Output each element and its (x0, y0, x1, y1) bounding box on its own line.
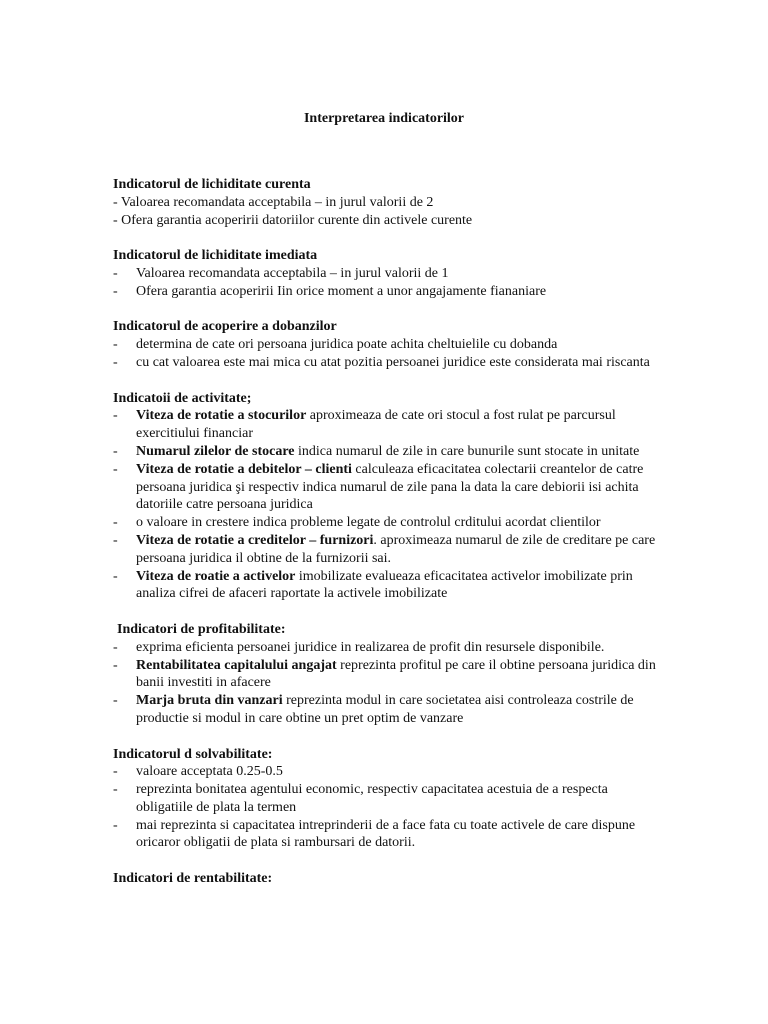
bullet-list (113, 265, 658, 301)
section-solvabilitate (113, 746, 658, 853)
item-bold-term: Viteza de rotatie a creditelor – furnizori (136, 532, 374, 548)
list-item: - Ofera garantia acoperirii Iin orice moment a unor angajamente fiananiare (113, 283, 547, 299)
item-text: mai reprezinta si capacitatea intreprinderii de a face fata cu toate activele de care dispune oricaror obligatii de plata si rambursari de datorii. (136, 817, 636, 851)
section-rentabilitate (113, 870, 658, 888)
item-text: calculeaza eficacitatea colectarii creantelor de catre persoana juridica şi respectiv indica numarul de zile pana la data la care debiorii isi achita datoriile catre persoana juridica (136, 461, 644, 513)
bullet-list (113, 407, 658, 603)
section-heading: Indicatoii de activitate; (113, 390, 252, 406)
item-text: o valoare in crestere indica probleme legate de controlul crditului acordat clientilor (136, 515, 601, 531)
list-item: - Numarul zilelor de stocare indica numarul de zile in care bunurile sunt stocate in unitate (113, 443, 640, 459)
item-bold-term: Numarul zilelor de stocare (136, 443, 295, 459)
document-body (113, 176, 658, 906)
bullet-list (113, 336, 658, 372)
item-text: Valoarea recomandata acceptabila – in jurul valorii de 1 (136, 265, 449, 281)
list-item: - determina de cate ori persoana juridica poate achita cheltuielile cu dobanda (113, 337, 558, 353)
list-item: - cu cat valoarea este mai mica cu atat pozitia persoanei juridice este considerata mai riscanta (113, 354, 650, 370)
item-text: reprezinta modul in care societatea aisi controleaza costrile de productie si modul in care obtine un pret optim de vanzare (136, 693, 634, 726)
section-heading: Indicatorul de lichiditate curenta (113, 177, 311, 192)
item-text: indica numarul de zile in care bunurile sunt stocate in unitate (294, 443, 640, 459)
text-line: - Valoarea recomandata acceptabila – in jurul valorii de 2 (113, 194, 434, 210)
section-activitate (113, 390, 658, 604)
item-text: reprezinta profitul pe care il obtine persoana juridica din banii investiti in afacere (136, 657, 656, 691)
list-item: - reprezinta bonitatea agentului economic, respectiv capacitatea acestuia de a respecta obligatiile de plata la termen (113, 782, 608, 815)
item-text: reprezinta bonitatea agentului economic, respectiv capacitatea acestuia de a respecta obligatiile de plata la termen (136, 782, 608, 815)
bullet-list (113, 639, 658, 728)
item-text: exprima eficienta persoanei juridice in realizarea de profit din resursele disponibile. (136, 639, 605, 655)
item-text: determina de cate ori persoana juridica poate achita cheltuielile cu dobanda (136, 337, 558, 353)
list-item: - Valoarea recomandata acceptabila – in jurul valorii de 1 (113, 265, 449, 281)
section-heading: Indicatori de profitabilitate: (117, 621, 286, 637)
list-item: - Rentabilitatea capitalului angajat reprezinta profitul pe care il obtine persoana juridica din banii investiti in afacere (113, 657, 656, 691)
list-item: - Marja bruta din vanzari reprezinta modul in care societatea aisi controleaza costrile de productie si modul in care obtine un pret optim de vanzare (113, 693, 634, 726)
document-title: Interpretarea indicatorilor (303, 111, 465, 126)
list-item: - valoare acceptata 0.25-0.5 (113, 764, 283, 780)
item-text: Ofera garantia acoperirii Iin orice moment a unor angajamente fiananiare (136, 283, 547, 299)
bullet-list (113, 763, 658, 852)
section-lichiditate-curenta (113, 176, 658, 229)
section-heading: Indicatorul d solvabilitate: (113, 746, 273, 762)
item-bold-term: Rentabilitatea capitalului angajat (136, 657, 337, 673)
section-profitabilitate (113, 621, 658, 728)
item-text: . aproximeaza numarul de zile de creditare pe care persoana juridica il obtine de la furnizorii sai. (136, 532, 656, 566)
section-heading: Indicatori de rentabilitate: (113, 871, 273, 887)
item-text: cu cat valoarea este mai mica cu atat pozitia persoanei juridice este considerata mai riscanta (136, 354, 650, 370)
item-text: imobilizate evalueaza eficacitatea activelor imobilizate prin analiza cifrei de afaceri raportate la activele imobilizate (136, 568, 633, 602)
list-item: - Viteza de rotatie a debitelor – clienti calculeaza eficacitatea colectarii creantelor de catre persoana juridica şi respectiv indica numarul de zile pana la data la care debiorii isi achita datoriile catre persoana juridica (113, 461, 644, 513)
item-bold-term: Viteza de rotatie a debitelor – clienti (136, 461, 352, 477)
list-item: - o valoare in crestere indica probleme legate de controlul crditului acordat clientilor (113, 515, 601, 531)
list-item: - exprima eficienta persoanei juridice in realizarea de profit din resursele disponibile. (113, 639, 605, 655)
list-item: - mai reprezinta si capacitatea intreprinderii de a face fata cu toate activele de care dispune oricaror obligatii de plata si rambursari de datorii. (113, 817, 636, 851)
item-text: aproximeaza de cate ori stocul a fost rulat pe parcursul exercitiului financiar (136, 408, 616, 442)
section-acoperire-dobanzi (113, 318, 658, 371)
item-bold-term: Marja bruta din vanzari (136, 693, 283, 709)
section-heading: Indicatorul de acoperire a dobanzilor (113, 319, 337, 335)
item-text: valoare acceptata 0.25-0.5 (136, 764, 283, 780)
list-item: - Viteza de rotatie a creditelor – furnizori. aproximeaza numarul de zile de creditare pe care persoana juridica il obtine de la furnizorii sai. (113, 532, 656, 566)
item-bold-term: Viteza de roatie a activelor (136, 568, 296, 584)
section-heading: Indicatorul de lichiditate imediata (113, 248, 318, 264)
list-item: - Viteza de roatie a activelor imobilizate evalueaza eficacitatea activelor imobilizate prin analiza cifrei de afaceri raportate la activele imobilizate (113, 568, 633, 602)
item-bold-term: Viteza de rotatie a stocurilor (136, 408, 307, 424)
section-lichiditate-imediata (113, 247, 658, 300)
text-line: - Ofera garantia acoperirii datoriilor curente din activele curente (113, 212, 473, 228)
list-item: - Viteza de rotatie a stocurilor aproximeaza de cate ori stocul a fost rulat pe parcursul exercitiului financiar (113, 408, 616, 442)
